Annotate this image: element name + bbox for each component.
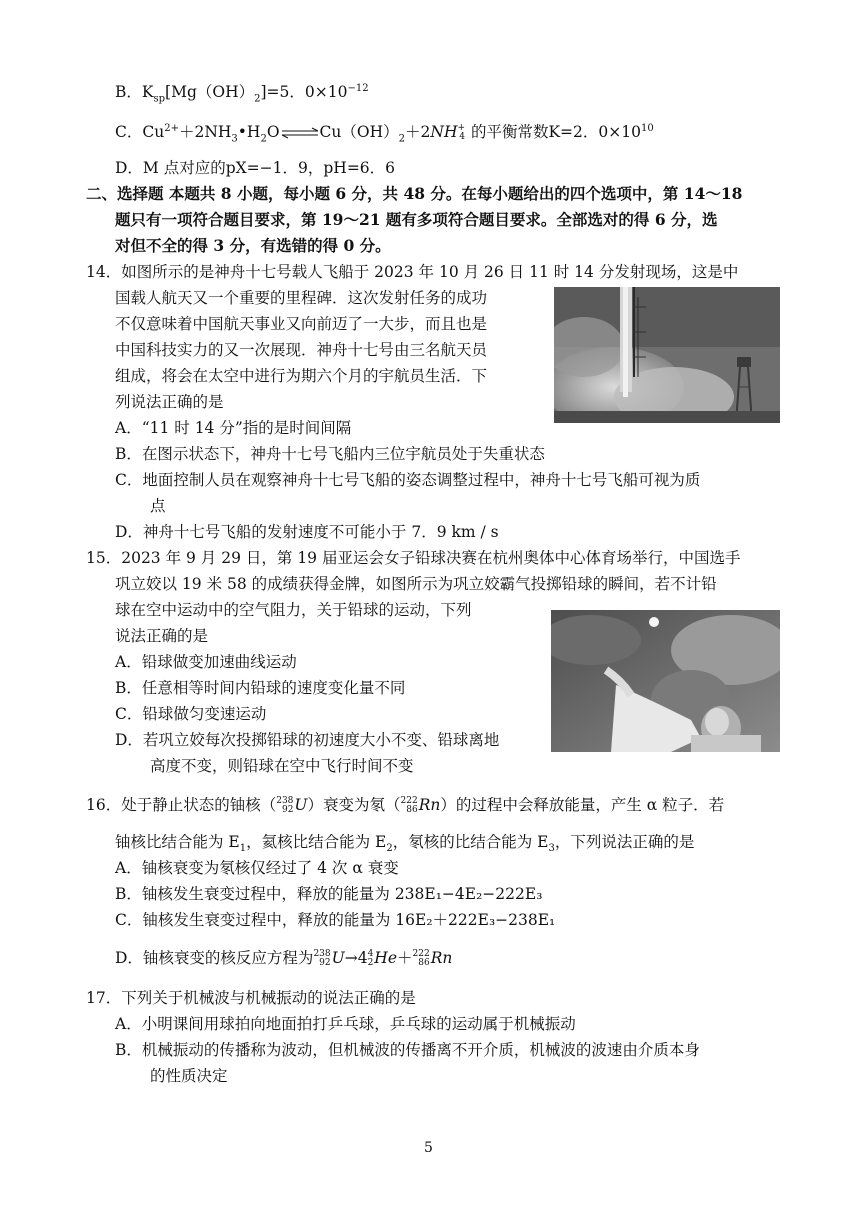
q14-stem-4: 中国科技实力的又一次展现．神舟十七号由三名航天员 xyxy=(115,341,488,359)
q16-stem-2: 铀核比结合能为 $E_1$，氦核比结合能为 $E_2$，氡核的比结合能为 $E_3$，下列说法正确的是 xyxy=(115,833,695,855)
q15-stem-2: 巩立姣以 19 米 58 的成绩获得金牌，如图所示为巩立姣霸气投掷铅球的瞬间，若不计铅 xyxy=(115,575,717,593)
equilibrium-arrow-icon xyxy=(280,127,320,139)
q16-stem-1: 16．处于静止状态的铀核（ 238 92 U）衰变为氡（ 222 86 Rn）的过程中会释放能量，产生 α 粒子．若 xyxy=(86,796,725,815)
q15-option-b: B．任意相等时间内铅球的速度变化量不同 xyxy=(115,679,406,697)
page-number: 5 xyxy=(424,1140,433,1156)
q15-option-d-2: 高度不变，则铅球在空中飞行时间不变 xyxy=(150,757,414,775)
rocket-launch-photo xyxy=(554,287,780,423)
q14-option-d: D．神舟十七号飞船的发射速度不可能小于 7．9 km / s xyxy=(115,523,499,541)
section2-line3: 对但不全的得 3 分，有选错的得 0 分。 xyxy=(115,236,391,255)
q13-option-d: D．M 点对应的pX=−1．9，pH=6．6 xyxy=(115,159,396,177)
shot-put-photo xyxy=(551,610,780,752)
section2-line2: 题只有一项符合题目要求，第 19～21 题有多项符合题目要求。全部选对的得 6 分，选 xyxy=(115,210,718,229)
q17-option-b-2: 的性质决定 xyxy=(150,1067,228,1085)
q13-option-c: C．$Cu^{2+}+2NH_3•H_2O$ $Cu(OH)_2+2NH$ + 4 的平衡常数K=2．$0\times 10^{10}$ xyxy=(115,123,654,145)
q13-option-b: B．$K_{sp}[Mg(OH)_2]=5$．$0\times 10^{-12}$ xyxy=(115,83,369,105)
q16-option-a: A．铀核衰变为氡核仅经过了 4 次 α 衰变 xyxy=(115,859,399,877)
section2-line1: 二、选择题 本题共 8 小题，每小题 6 分，共 48 分。在每小题给出的四个选项中，第 14～18 xyxy=(86,184,743,203)
q16-option-d: D．铀核衰变的核反应方程为 238 92 U→4 4 2 He＋ 222 86 Rn xyxy=(115,949,453,968)
q14-option-a: A．“11 时 14 分”指的是时间间隔 xyxy=(115,419,352,437)
q17-option-b-1: B．机械振动的传播称为波动，但机械波的传播离不开介质，机械波的波速由介质本身 xyxy=(115,1041,700,1059)
q15-stem-1: 15．2023 年 9 月 29 日，第 19 届亚运会女子铅球决赛在杭州奥体中心体育场举行，中国选手 xyxy=(86,549,741,567)
q15-option-c: C．铅球做匀变速运动 xyxy=(115,705,267,723)
q15-stem-4: 说法正确的是 xyxy=(115,627,209,645)
q15-option-d-1: D．若巩立姣每次投掷铅球的初速度大小不变、铅球离地 xyxy=(115,731,500,749)
q17-option-a: A．小明课间用球拍向地面拍打乒乓球，乒乓球的运动属于机械振动 xyxy=(115,1015,576,1033)
q14-option-c-2: 点 xyxy=(150,497,166,515)
q15-option-a: A．铅球做变加速曲线运动 xyxy=(115,653,297,671)
q14-stem-6: 列说法正确的是 xyxy=(115,393,224,411)
q17-stem: 17．下列关于机械波与机械振动的说法正确的是 xyxy=(86,989,416,1007)
q14-option-b: B．在图示状态下，神舟十七号飞船内三位宇航员处于失重状态 xyxy=(115,445,545,463)
q14-option-c-1: C．地面控制人员在观察神舟十七号飞船的姿态调整过程中，神舟十七号飞船可视为质 xyxy=(115,471,701,489)
q14-stem-2: 国载人航天又一个重要的里程碑．这次发射任务的成功 xyxy=(115,289,488,307)
q14-stem-1: 14．如图所示的是神舟十七号载人飞船于 2023 年 10 月 26 日 11 时 14 分发射现场，这是中 xyxy=(86,263,739,281)
q16-option-c: C．铀核发生衰变过程中，释放的能量为 16E₂＋222E₃−238E₁ xyxy=(115,911,556,929)
q14-stem-5: 组成，将会在太空中进行为期六个月的宇航员生活．下 xyxy=(115,367,488,385)
q14-stem-3: 不仅意味着中国航天事业又向前迈了一大步，而且也是 xyxy=(115,315,488,333)
q16-option-b: B．铀核发生衰变过程中，释放的能量为 238E₁−4E₂−222E₃ xyxy=(115,885,543,903)
q15-stem-3: 球在空中运动中的空气阻力，关于铅球的运动，下列 xyxy=(115,601,472,619)
